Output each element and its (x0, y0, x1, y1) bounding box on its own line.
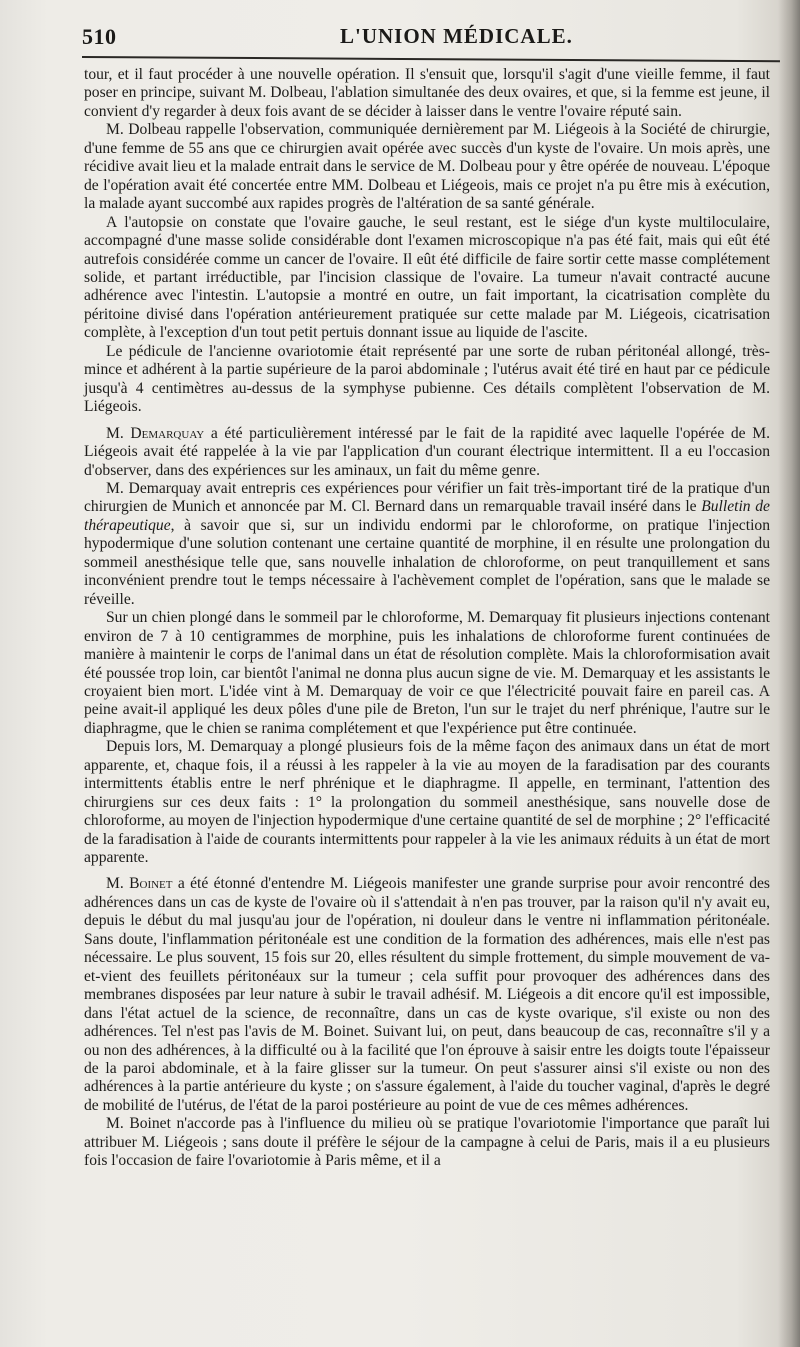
paragraph-text: a été particulièrement intéressé par le fait de la rapidité avec laquelle l'opérée de M. Liégeois avait été rappelée à la vie par l'application d'un courant électrique intermittent. Il a eu l'occasion d'observer, dans des expériences sur les aminaux, un fait du même genre. (84, 424, 770, 479)
paragraph: tour, et il faut procéder à une nouvelle opération. Il s'ensuit que, lorsqu'il s'agit d'une vieille femme, il faut poser en principe, suivant M. Dolbeau, l'ablation simultanée des deux ovaires, et que, si la femme est jeune, il convient d'y regarder à deux fois avant de se décider à laisser dans le ventre l'ovaire réputé sain. (84, 66, 770, 120)
paragraph: Le pédicule de l'ancienne ovariotomie était représenté par une sorte de ruban péritonéal allongé, très-mince et adhérent à la partie supérieure de la paroi abdominale ; l'utérus avait été tiré en haut par ce pédicule jusqu'à 4 centimètres au-dessus de la symphyse pubienne. Ces détails complètent l'observation de M. Liégeois. (84, 342, 770, 416)
running-title: L'UNION MÉDICALE. (340, 24, 573, 48)
speaker-name: M. Boinet (106, 875, 173, 893)
page-header (82, 22, 782, 52)
paragraph (84, 425, 770, 480)
paragraph (84, 875, 770, 1115)
paragraph-text: M. Demarquay avait entrepris ces expériences pour vérifier un fait très-important tiré de la pratique d'un chirurgien de Munich et annoncée par M. Cl. Bernard dans un remarquable travail inséré dans le (84, 479, 770, 516)
paragraph-text: a été étonné d'entendre M. Liégeois manifester une grande surprise pour avoir rencontré des adhérences dans un cas de kyste de l'ovaire où il s'attendait à n'en pas trouver, par la raison qu'il n'y avait eu, depuis le début du mal jusqu'au jour de l'opération, ni douleur dans le ventre ni inflammation péritonéale. Sans doute, l'inflammation péritonéale est une condition de la formation des adhérences, mais elle n'est pas nécessaire. Le plus souvent, 15 fois sur 20, elles résultent du simple frottement, du simple mouvement de va-et-vient des feuillets péritonéaux sur la tumeur ; cela suffit pour provoquer des adhérences dans des membranes disposées par leur nature à subir le travail adhésif. M. Liégeois a dit encore qu'il est impossible, dans l'état actuel de la science, de reconnaître, dans un cas de kyste ovarique, s'il existe ou non des adhérences. Tel n'est pas l'avis de M. Boinet. Suivant lui, on peut, dans beaucoup de cas, reconnaître s'il y a ou non des adhérences, à la difficulté ou à la facilité que l'on éprouve à saisir entre les doigts toute l'épaisseur de la paroi abdominale, et à la faire glisser sur la tumeur. On peut s'assurer ainsi s'il existe ou non des adhérences à la partie antérieure du kyste ; on s'assure également, à l'aide du toucher vaginal, d'après le degré de mobilité de l'utérus, de l'état de la paroi postérieure au point de vue de ces mêmes adhérences. (84, 875, 770, 1114)
speaker-name: M. Demarquay (106, 424, 205, 442)
paragraph: A l'autopsie on constate que l'ovaire gauche, le seul restant, est le siége d'un kyste multiloculaire, accompagné d'une masse solide considérable dont l'examen microscopique n'a pas été fait, mais qui eût été autrefois considérée comme un cancer de l'ovaire. Il eût été difficile de faire sortir cette masse complétement solide, et partant irréductible, par l'incision classique de l'ovaire. La tumeur n'avait contracté aucune adhérence avec l'intestin. L'autopsie a montré en outre, un fait important, la cicatrisation complète du péritoine divisé dans l'opération antérieurement pratiquée sur cette malade par M. Liégeois, cicatrisation complète, à l'exception d'un tout petit pertuis donnant issue au liquide de l'ascite. (84, 213, 770, 342)
article-body (84, 66, 770, 1171)
header-rule (82, 56, 780, 62)
paragraph (84, 480, 770, 609)
paragraph: M. Boinet n'accorde pas à l'influence du milieu où se pratique l'ovariotomie l'importance que paraît lui attribuer M. Liégeois ; sans doute il préfère le séjour de la campagne à celui de Paris, mais il a eu plusieurs fois l'occasion de faire l'ovariotomie à Paris même, et il a (84, 1115, 770, 1170)
paragraph: Sur un chien plongé dans le sommeil par le chloroforme, M. Demarquay fit plusieurs injections contenant environ de 7 à 10 centigrammes de morphine, puis les inhalations de chloroforme furent continuées de manière à maintenir le corps de l'animal dans un état de résolution complète. Mais la chloroformisation avait été poussée trop loin, car bientôt l'animal ne donna plus aucun signe de vie. M. Demarquay et les assistants le croyaient bien mort. L'idée vint à M. Demarquay de voir ce que l'électricité pouvait faire en pareil cas. A peine avait-il appliqué les deux pôles d'une pile de Breton, l'un sur le trajet du nerf phrénique, l'autre sur le diaphragme, que le chien se ranima complétement et que l'expérience put être continuée. (84, 609, 770, 737)
page-number: 510 (82, 24, 117, 49)
paragraph: Depuis lors, M. Demarquay a plongé plusieurs fois de la même façon des animaux dans un état de mort apparente, et, chaque fois, il a réussi à les rappeler à la vie au moyen de la faradisation par des courants intermittents établis entre le nerf phrénique et le diaphragme. Il appelle, en terminant, l'attention des chirurgiens sur ces deux faits : 1° la prolongation du sommeil anesthésique, sans nouvelle dose de chloroforme, au moyen de l'injection hypodermique d'une certaine quantité de sel de morphine ; 2° l'efficacité de la faradisation à l'aide de courants intermittents pour rappeler à la vie les animaux réduits à un état de mort apparente. (84, 738, 770, 867)
journal-title: Bulletin de thérapeutique (84, 498, 770, 534)
paragraph-text: , à savoir que si, sur un individu endormi par le chloroforme, on pratique l'injection hypodermique d'une solution contenant une certaine quantité de morphine, il en résulte une prolongation du sommeil anesthésique telle que, sans nouvelle inhalation de chloroforme, on peut tranquillement et sans inconvénient prendre tout le temps nécessaire à l'achèvement complet de l'opération, sans que le malade se réveille. (84, 516, 770, 608)
paragraph: M. Dolbeau rappelle l'observation, communiquée dernièrement par M. Liégeois à la Société de chirurgie, d'une femme de 55 ans que ce chirurgien avait opérée avec succès d'un kyste de l'ovaire. Un mois après, une récidive avait lieu et la malade entrait dans le service de M. Dolbeau pour y être opérée de nouveau. L'époque de l'opération avait été concertée entre MM. Dolbeau et Liégeois, mais ce projet n'a pu être mis à exécution, la malade ayant succombé aux rapides progrès de l'altération de sa santé générale. (84, 121, 770, 213)
binding-shadow (778, 0, 800, 1347)
